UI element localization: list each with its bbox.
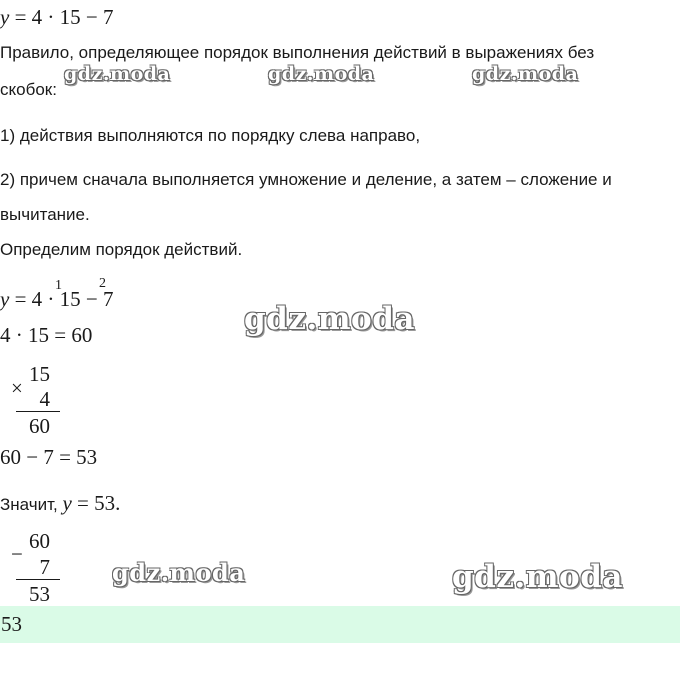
column-top: 15 — [29, 362, 50, 386]
watermark-logo: gdz.moda — [112, 558, 246, 587]
answer-value: 53 — [1, 612, 22, 636]
order-expression: y = 4 · 15 − 7 — [0, 287, 114, 311]
watermark-logo: gdz.moda — [64, 63, 171, 85]
rule-item-1: 1) действия выполняются по порядку слева направо, — [0, 126, 421, 145]
answer-bar — [0, 606, 680, 643]
rule-line-2: скобок: — [0, 80, 57, 99]
order-intro: Определим порядок действий. — [0, 240, 243, 259]
column-top: 60 — [29, 529, 50, 553]
step-number-1: 1 — [55, 278, 62, 293]
column-bottom: 7 — [39, 555, 50, 579]
multiply-sign: × — [11, 376, 23, 400]
watermark-logo: gdz.moda — [244, 301, 415, 337]
conclusion-value: = 53. — [71, 491, 121, 515]
variable-y: y — [0, 5, 10, 29]
rule-item-2-line-1: 2) причем сначала выполняется умножение и деление, а затем – сложение и — [0, 170, 612, 189]
step-number-2: 2 — [99, 276, 106, 291]
rule-item-2-line-2: вычитание. — [0, 205, 90, 224]
variable-y: y — [0, 287, 10, 311]
equation-rest: = 4 · 15 − 7 — [9, 5, 114, 29]
minus-sign: − — [11, 542, 23, 566]
rule-line-1: Правило, определяющее порядок выполнения действий в выражениях без — [0, 43, 595, 62]
column-bottom: 4 — [39, 387, 50, 411]
conclusion — [0, 491, 120, 516]
column-rule — [16, 411, 60, 412]
column-rule — [16, 579, 60, 580]
conclusion-prefix: Значит, — [0, 495, 63, 514]
step2-equation: 60 − 7 = 53 — [0, 445, 98, 469]
watermark-logo: gdz.moda — [268, 63, 375, 85]
column-result: 53 — [29, 582, 50, 606]
equation-line — [0, 5, 114, 30]
variable-y: y — [62, 491, 72, 515]
watermark-logo: gdz.moda — [452, 559, 623, 595]
step1-equation: 4 · 15 = 60 — [0, 323, 93, 347]
column-result: 60 — [29, 414, 50, 438]
watermark-logo: gdz.moda — [472, 63, 579, 85]
